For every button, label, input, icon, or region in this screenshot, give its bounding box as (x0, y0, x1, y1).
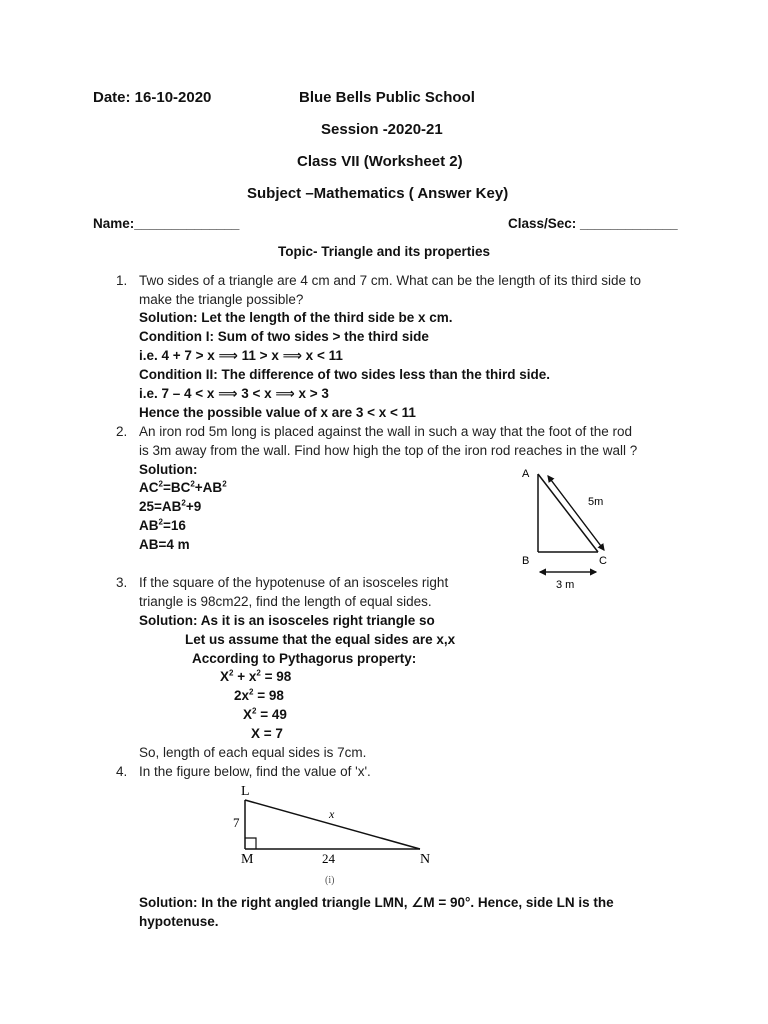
question-text: is 3m away from the wall. Find how high the top of the iron rod reaches in the wall ? (139, 443, 638, 458)
question-text: make the triangle possible? (139, 292, 304, 307)
side-mn-label: 24 (322, 851, 335, 866)
name-field: Name:______________ (93, 216, 240, 231)
equation: $2x^2 = 98$ (234, 687, 284, 703)
class-sec-field: Class/Sec: _____________ (508, 216, 678, 231)
question-text: If the square of the hypotenuse of an isosceles right (139, 575, 449, 590)
side-ln-label: x (329, 807, 335, 821)
solution-line: i.e. 4 + 7 > x ⟹ 11 > x ⟹ x < 11 (139, 348, 343, 363)
question-text: Two sides of a triangle are 4 cm and 7 cm. What can be the length of its third side to (139, 273, 642, 288)
conclusion: So, length of each equal sides is 7cm. (139, 745, 367, 760)
question-number: 2. (116, 424, 128, 439)
question-number: 1. (116, 273, 128, 288)
label-b: B (522, 555, 530, 567)
solution-line: According to Pythagorus property: (192, 651, 417, 666)
figure-caption: (i) (325, 875, 335, 886)
solution-line: Solution: As it is an isosceles right triangle so (139, 613, 435, 628)
solution-line: Hence the possible value of x are 3 < x < 11 (139, 405, 416, 420)
label-a: A (522, 468, 530, 480)
question-text: An iron rod 5m long is placed against the wall in such a way that the foot of the rod (139, 424, 633, 439)
equation: $AB^2=16$ (139, 517, 186, 533)
solution-line: hypotenuse. (139, 914, 219, 929)
question-number: 4. (116, 764, 128, 779)
question-text: triangle is 98cm22, find the length of equal sides. (139, 594, 432, 609)
side-lm-label: 7 (233, 815, 240, 830)
rod-wall-figure (510, 462, 620, 592)
school-name: Blue Bells Public School (299, 89, 475, 106)
label-n: N (420, 852, 431, 867)
label-m: M (241, 852, 254, 867)
solution-line: Solution: Let the length of the third side be x cm. (139, 310, 453, 325)
equation: X = 7 (251, 726, 283, 741)
solution-line: Solution: In the right angled triangle LMN, ∠M = 90°. Hence, side LN is the (139, 895, 614, 910)
triangle-lmn-figure (225, 780, 445, 888)
subject: Subject –Mathematics ( Answer Key) (247, 185, 509, 202)
equation: $X^2 = 49$ (243, 706, 287, 722)
question-text: In the figure below, find the value of 'x'. (139, 764, 371, 779)
topic: Topic- Triangle and its properties (278, 244, 491, 259)
equation: $25=AB^2+9$ (139, 498, 202, 514)
rod-length-label: 5m (588, 496, 604, 508)
base-length-label: 3 m (556, 579, 575, 591)
class-title: Class VII (Worksheet 2) (297, 153, 463, 170)
equation: $X^2 + x^2 = 98$ (220, 668, 292, 684)
equation: $AC^2=BC^2+AB^2$ (139, 479, 227, 495)
question-number: 3. (116, 575, 128, 590)
solution-label: Solution: (139, 462, 198, 477)
equation: AB=4 m (139, 537, 190, 552)
date: Date: 16-10-2020 (93, 89, 212, 106)
solution-line: Condition I: Sum of two sides > the third side (139, 329, 429, 344)
label-c: C (599, 555, 607, 567)
solution-line: Condition II: The difference of two sides less than the third side. (139, 367, 551, 382)
session: Session -2020-21 (321, 121, 443, 138)
label-l: L (241, 784, 250, 799)
solution-line: Let us assume that the equal sides are x,x (185, 632, 456, 647)
solution-line: i.e. 7 – 4 < x ⟹ 3 < x ⟹ x > 3 (139, 386, 329, 401)
